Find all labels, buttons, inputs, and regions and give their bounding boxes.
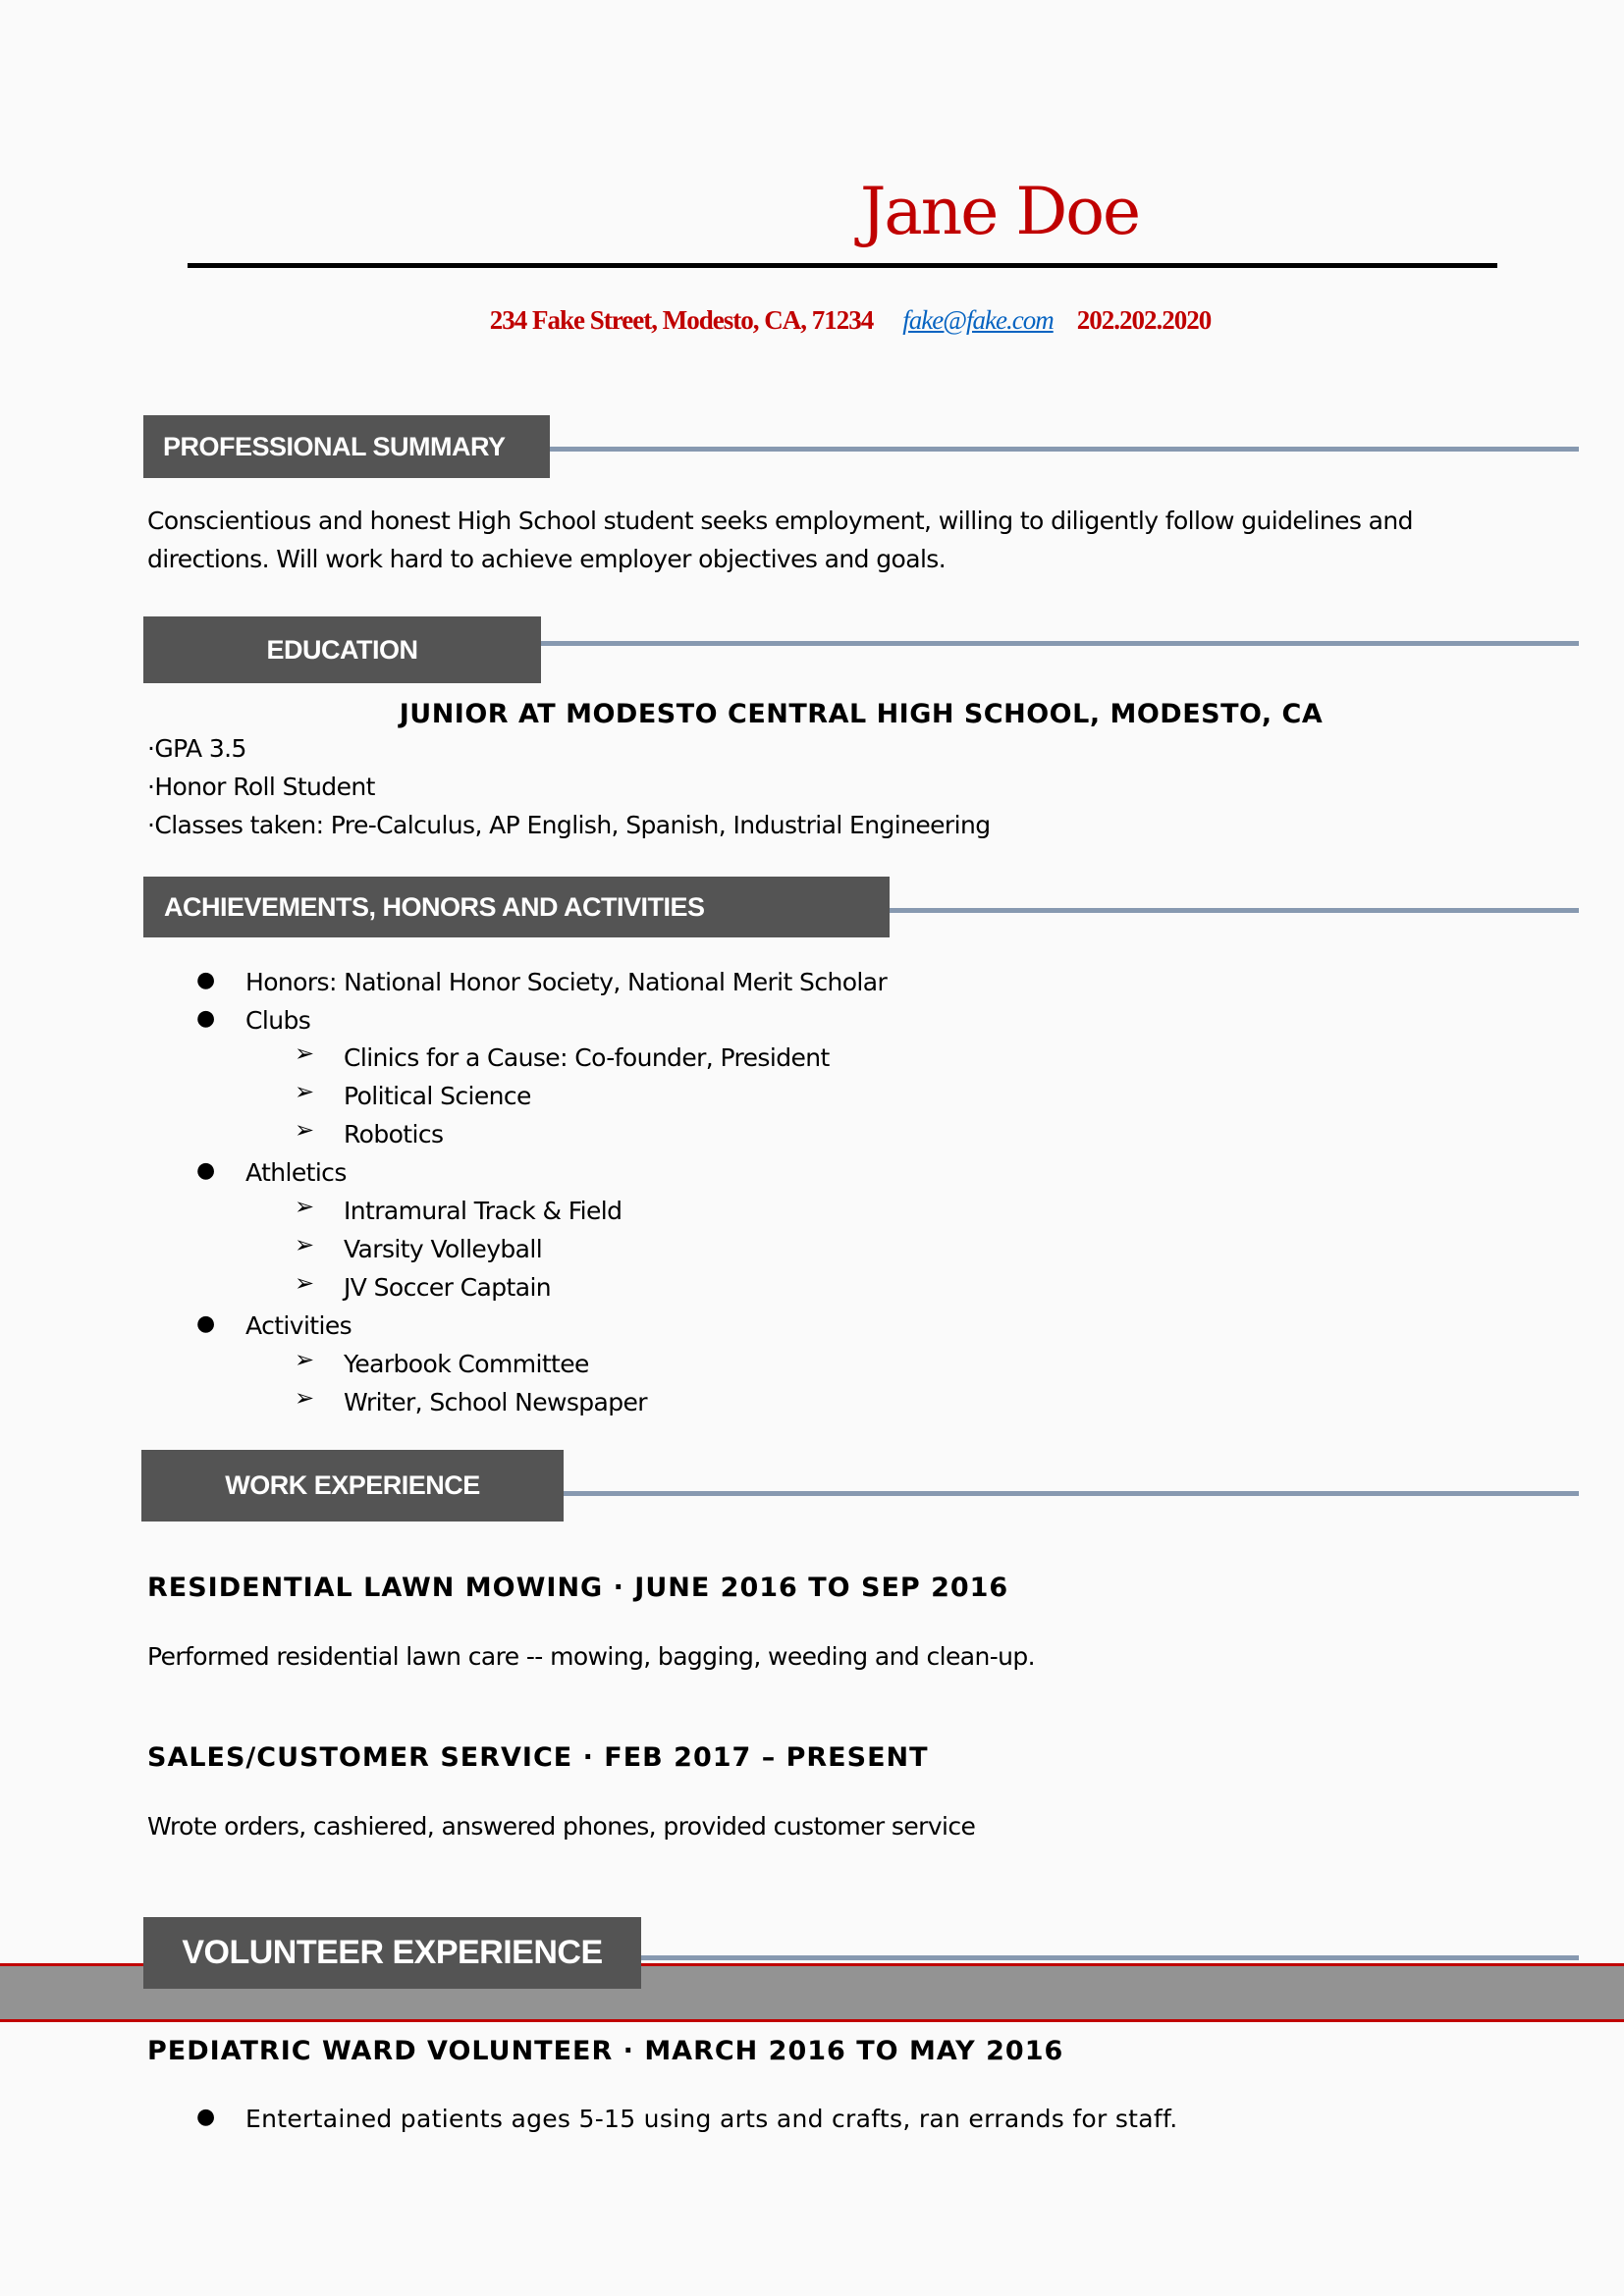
arrow-bullet-icon: ➢ <box>295 1193 315 1220</box>
list-item: Honors: National Honor Society, National Merit Scholar <box>245 968 888 996</box>
arrow-bullet-icon: ➢ <box>295 1040 315 1067</box>
section-divider <box>564 1491 1579 1496</box>
section-header-work-experience <box>141 1450 564 1522</box>
bullet-icon: ● <box>196 968 216 992</box>
section-title: WORK EXPERIENCE <box>225 1470 480 1500</box>
arrow-bullet-icon: ➢ <box>295 1384 315 1412</box>
education-item: ·Classes taken: Pre-Calculus, AP English, Spanish, Industrial Engineering <box>147 811 991 839</box>
volunteer-heading: PEDIATRIC WARD VOLUNTEER · MARCH 2016 TO MAY 2016 <box>147 2036 1064 2066</box>
list-subitem: Yearbook Committee <box>344 1350 589 1378</box>
list-item: Clubs <box>245 1006 311 1035</box>
section-title: ACHIEVEMENTS, HONORS AND ACTIVITIES <box>164 891 705 922</box>
section-header-volunteer-experience <box>143 1917 641 1989</box>
section-title: PROFESSIONAL SUMMARY <box>163 431 506 461</box>
list-subitem: Political Science <box>344 1082 531 1110</box>
section-title: EDUCATION <box>266 634 418 665</box>
arrow-bullet-icon: ➢ <box>295 1269 315 1297</box>
arrow-bullet-icon: ➢ <box>295 1346 315 1373</box>
phone: 202.202.2020 <box>1076 305 1212 335</box>
summary-line: directions. Will work hard to achieve employer objectives and goals. <box>147 545 947 573</box>
job-heading: SALES/CUSTOMER SERVICE · FEB 2017 – PRESENT <box>147 1742 929 1773</box>
education-heading: JUNIOR AT MODESTO CENTRAL HIGH SCHOOL, MODESTO, CA <box>399 699 1324 729</box>
section-divider <box>641 1955 1579 1960</box>
list-subitem: Writer, School Newspaper <box>344 1388 647 1416</box>
list-item: Athletics <box>245 1158 347 1187</box>
bullet-icon: ● <box>196 2105 216 2129</box>
list-subitem: Varsity Volleyball <box>344 1235 543 1263</box>
list-subitem: Robotics <box>344 1120 444 1148</box>
section-title: VOLUNTEER EXPERIENCE <box>182 1934 603 1971</box>
education-item: ·GPA 3.5 <box>147 734 246 763</box>
list-subitem: Intramural Track & Field <box>344 1197 623 1225</box>
arrow-bullet-icon: ➢ <box>295 1078 315 1105</box>
section-divider <box>550 447 1579 452</box>
section-header-education <box>143 616 541 683</box>
header-divider <box>188 263 1497 268</box>
section-divider <box>541 641 1579 646</box>
section-header-achievements <box>143 877 890 937</box>
list-subitem: Clinics for a Cause: Co-founder, President <box>344 1043 830 1072</box>
contact-line <box>0 300 1624 340</box>
arrow-bullet-icon: ➢ <box>295 1231 315 1258</box>
job-description: Performed residential lawn care -- mowing, bagging, weeding and clean-up. <box>147 1642 1035 1671</box>
section-header-professional-summary <box>143 415 550 478</box>
list-subitem: JV Soccer Captain <box>344 1273 552 1302</box>
education-item: ·Honor Roll Student <box>147 773 375 801</box>
bullet-icon: ● <box>196 1311 216 1336</box>
summary-line: Conscientious and honest High School student seeks employment, willing to diligently follow guidelines and <box>147 507 1413 535</box>
address: 234 Fake Street, Modesto, CA, 71234 <box>489 305 874 335</box>
job-heading: RESIDENTIAL LAWN MOWING · JUNE 2016 TO SEP 2016 <box>147 1573 1009 1603</box>
email-link[interactable]: fake@fake.com <box>902 305 1054 335</box>
candidate-name: Jane Doe <box>859 174 1140 249</box>
job-description: Wrote orders, cashiered, answered phones, provided customer service <box>147 1812 976 1841</box>
arrow-bullet-icon: ➢ <box>295 1116 315 1144</box>
bullet-icon: ● <box>196 1006 216 1031</box>
volunteer-bullet: Entertained patients ages 5-15 using arts and crafts, ran errands for staff. <box>245 2105 1178 2133</box>
bullet-icon: ● <box>196 1158 216 1183</box>
list-item: Activities <box>245 1311 352 1340</box>
section-divider <box>890 908 1579 913</box>
